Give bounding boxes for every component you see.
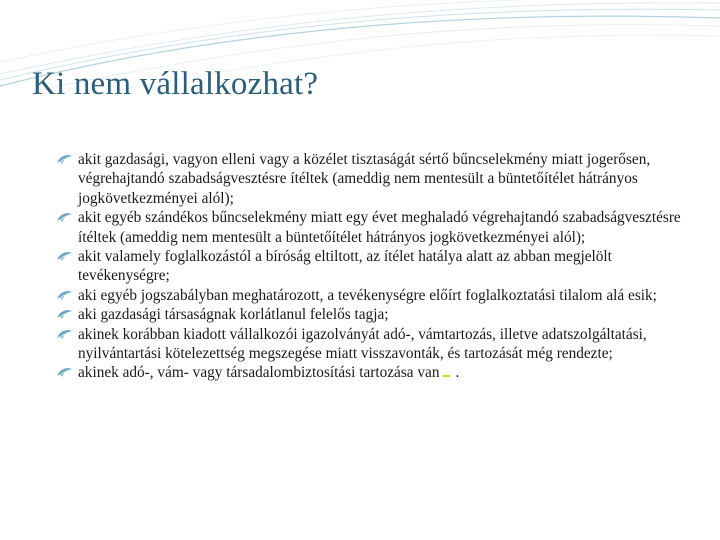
- leaf-swirl-icon: [56, 211, 73, 224]
- leaf-swirl-icon: [56, 250, 73, 263]
- list-item-suffix: .: [455, 364, 460, 382]
- bullet-list: [56, 150, 696, 383]
- list-item: akinek adó-, vám- vagy társadalombiztosítási tartozása van .: [56, 363, 696, 382]
- list-item: akinek korábban kiadott vállalkozói igazolványát adó-, vámtartozás, illetve adatszolgáltatási, nyilvántartási kötelezettség megszegése miatt visszavonták, és tartozását még rendezte;: [56, 325, 696, 364]
- hyperlink-marker[interactable]: [443, 375, 450, 377]
- slide-title: Ki nem vállalkozhat?: [32, 66, 319, 102]
- leaf-swirl-icon: [56, 328, 73, 341]
- list-item: akit gazdasági, vagyon elleni vagy a közélet tisztaságát sértő bűncselekmény miatt jogerősen, végrehajtandó szabadságvesztésre ítéltek (ameddig nem mentesült a büntetőítélet hátrányos jogkövetkezményei alól);: [56, 150, 696, 208]
- list-item: aki egyéb jogszabályban meghatározott, a tevékenységre előírt foglalkoztatási tilalom alá esik;: [56, 286, 696, 305]
- leaf-swirl-icon: [56, 308, 73, 321]
- list-item: akit egyéb szándékos bűncselekmény miatt egy évet meghaladó végrehajtandó szabadságvesztésre ítéltek (ameddig nem mentesült a büntetőítélet hátrányos jogkövetkezményei alól);: [56, 208, 696, 247]
- list-item: aki gazdasági társaságnak korlátlanul felelős tagja;: [56, 305, 696, 324]
- content-area: [56, 150, 696, 383]
- leaf-swirl-icon: [56, 289, 73, 302]
- list-item: akit valamely foglalkozástól a bíróság eltiltott, az ítélet hatálya alatt az abban megjelölt tevékenységre;: [56, 247, 696, 286]
- leaf-swirl-icon: [56, 153, 73, 166]
- leaf-swirl-icon: [56, 366, 73, 379]
